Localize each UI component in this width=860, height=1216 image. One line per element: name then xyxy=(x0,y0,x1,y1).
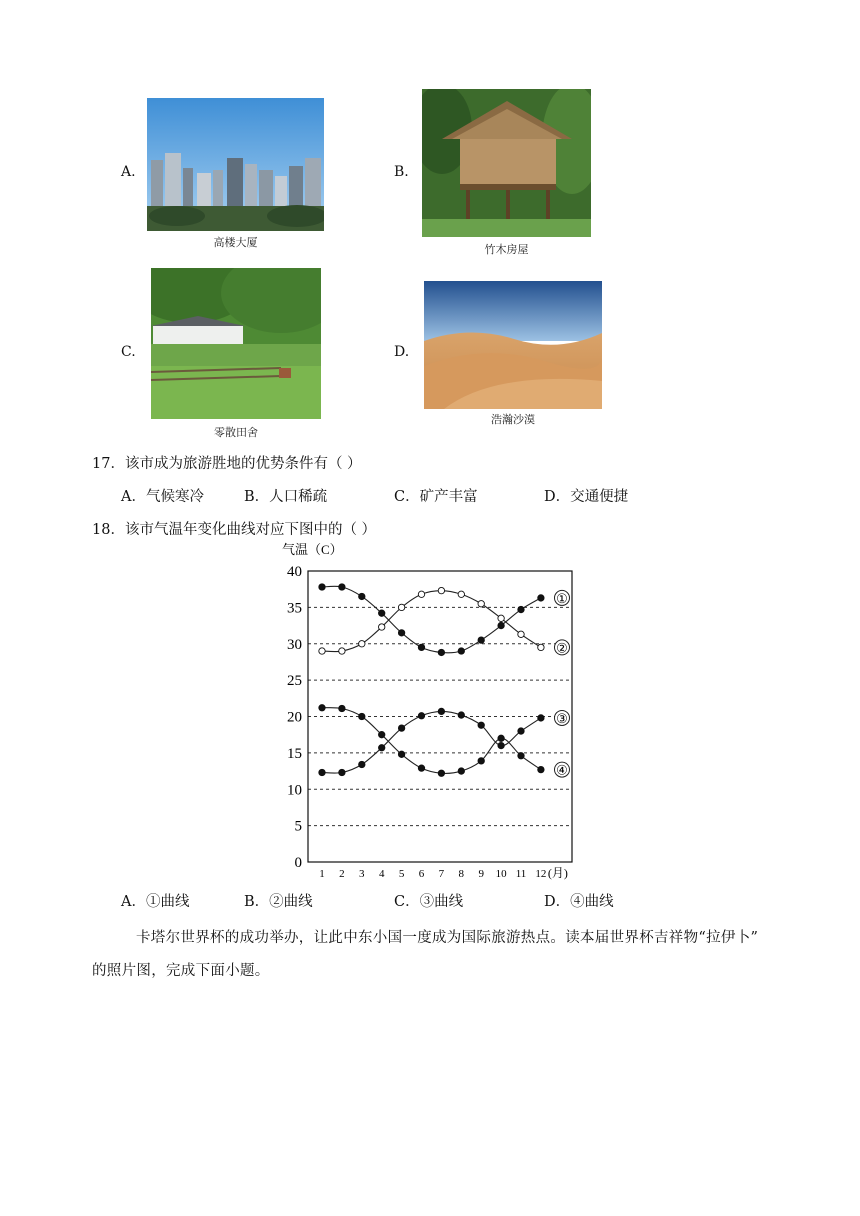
option-letter-b: B. xyxy=(394,164,409,180)
data-point xyxy=(438,587,444,593)
y-tick-label: 10 xyxy=(287,782,302,799)
data-point xyxy=(458,712,464,718)
option-letter-a: A. xyxy=(121,164,136,180)
data-point xyxy=(359,761,365,767)
data-point xyxy=(359,641,365,647)
data-point xyxy=(319,705,325,711)
passage-line-2: 的照片图，完成下面小题。 xyxy=(92,963,270,979)
data-point xyxy=(418,591,424,597)
q18-choice-b[interactable]: B．②曲线 xyxy=(244,894,313,910)
data-point xyxy=(518,728,524,734)
data-point xyxy=(379,745,385,751)
x-tick-label: 3 xyxy=(359,868,365,880)
temperature-chart xyxy=(270,538,590,883)
series-label: ② xyxy=(556,640,568,656)
x-tick-label: 1 xyxy=(319,868,325,880)
y-tick-label: 5 xyxy=(294,818,302,835)
y-tick-label: 15 xyxy=(287,745,302,762)
series-label: ④ xyxy=(556,762,568,778)
data-point xyxy=(319,769,325,775)
data-point xyxy=(538,766,544,772)
data-point xyxy=(458,648,464,654)
data-point xyxy=(498,615,504,621)
data-point xyxy=(498,742,504,748)
x-tick-label: 2 xyxy=(339,868,345,880)
x-tick-label: 7 xyxy=(438,868,445,880)
data-point xyxy=(438,708,444,714)
data-point xyxy=(458,768,464,774)
option-letter-c: C. xyxy=(121,344,136,360)
y-tick-label: 25 xyxy=(287,673,302,690)
y-tick-label: 0 xyxy=(294,855,302,871)
data-point xyxy=(398,630,404,636)
photo-caption-a: 高楼大厦 xyxy=(213,236,258,249)
data-point xyxy=(319,648,325,654)
data-point xyxy=(438,770,444,776)
bamboo-house-photo xyxy=(422,89,591,237)
q17-choice-b[interactable]: B．人口稀疏 xyxy=(244,489,328,505)
data-point xyxy=(538,595,544,601)
x-tick-label: 6 xyxy=(418,868,425,880)
data-point xyxy=(518,606,524,612)
series-line xyxy=(322,586,541,653)
data-point xyxy=(339,648,345,654)
y-tick-label: 30 xyxy=(287,636,302,653)
x-tick-label: 8 xyxy=(458,868,465,880)
photo-caption-b: 竹木房屋 xyxy=(484,243,529,256)
data-point xyxy=(538,715,544,721)
data-point xyxy=(379,731,385,737)
passage-line-1: 卡塔尔世界杯的成功举办，让此中东小国一度成为国际旅游热点。读本届世界杯吉祥物“拉伊卜” xyxy=(136,930,759,946)
y-tick-label: 20 xyxy=(287,709,302,726)
x-tick-label: 11 xyxy=(515,868,527,880)
y-tick-label: 40 xyxy=(287,564,302,580)
data-point xyxy=(478,637,484,643)
x-tick-label: 9 xyxy=(478,868,484,880)
q18-choice-a[interactable]: A．①曲线 xyxy=(121,894,190,910)
rural-farmhouse-photo xyxy=(151,268,321,419)
data-point xyxy=(398,604,404,610)
city-skyline-photo xyxy=(147,98,324,231)
data-point xyxy=(359,713,365,719)
data-point xyxy=(478,758,484,764)
data-point xyxy=(339,705,345,711)
data-point xyxy=(379,610,385,616)
question-18-stem: 18．该市气温年变化曲线对应下图中的（ ） xyxy=(92,522,377,538)
x-tick-label: 12 xyxy=(535,868,547,880)
data-point xyxy=(438,649,444,655)
data-point xyxy=(518,631,524,637)
x-tick-label: 5 xyxy=(398,868,405,880)
data-point xyxy=(398,725,404,731)
desert-dunes-photo xyxy=(424,281,602,409)
data-point xyxy=(359,593,365,599)
data-point xyxy=(398,751,404,757)
q17-choice-c[interactable]: C．矿产丰富 xyxy=(394,489,478,505)
y-axis-label: 气温（C） xyxy=(282,542,343,557)
data-point xyxy=(339,769,345,775)
series-line xyxy=(322,591,541,652)
data-point xyxy=(379,624,385,630)
series-label: ① xyxy=(556,590,568,606)
data-point xyxy=(478,722,484,728)
photo-caption-d: 浩瀚沙漠 xyxy=(491,413,535,426)
x-tick-label: 10 xyxy=(495,868,507,880)
series-label: ③ xyxy=(556,710,568,726)
data-point xyxy=(538,644,544,650)
x-axis-unit: (月) xyxy=(547,866,568,880)
x-tick-label: 4 xyxy=(378,868,385,880)
data-point xyxy=(418,644,424,650)
question-17-stem: 17．该市成为旅游胜地的优势条件有（ ） xyxy=(92,456,362,472)
data-point xyxy=(518,753,524,759)
q17-choice-d[interactable]: D．交通便捷 xyxy=(544,489,629,505)
data-point xyxy=(339,584,345,590)
data-point xyxy=(458,591,464,597)
photo-caption-c: 零散田舍 xyxy=(214,426,258,439)
data-point xyxy=(418,713,424,719)
data-point xyxy=(478,601,484,607)
series-line xyxy=(322,708,541,774)
q18-choice-d[interactable]: D．④曲线 xyxy=(544,894,614,910)
option-letter-d: D. xyxy=(394,344,410,360)
data-point xyxy=(498,735,504,741)
data-point xyxy=(418,765,424,771)
q17-choice-a[interactable]: A．气候寒冷 xyxy=(121,489,204,505)
data-point xyxy=(498,622,504,628)
q18-choice-c[interactable]: C．③曲线 xyxy=(394,894,464,910)
data-point xyxy=(319,584,325,590)
y-tick-label: 35 xyxy=(287,600,302,617)
